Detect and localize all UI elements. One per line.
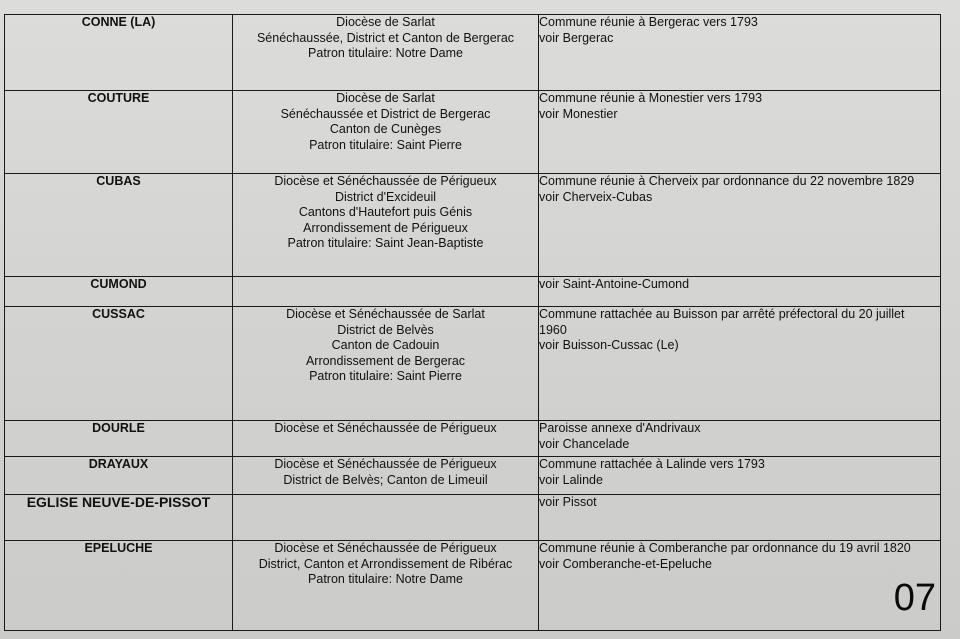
- table-row: [5, 495, 941, 541]
- page-number: 07: [893, 577, 936, 619]
- table-row: [5, 174, 941, 277]
- diocese-info: Diocèse et Sénéchaussée de Sarlat District de Belvès Canton de Cadouin Arrondissement de Bergerac Patron titulaire: Saint Pierre: [233, 307, 539, 421]
- table-row: [5, 457, 941, 495]
- table-row: [5, 307, 941, 421]
- commune-name: CUBAS: [5, 174, 233, 277]
- commune-note: voir Saint-Antoine-Cumond: [539, 277, 941, 307]
- commune-note: Commune réunie à Cherveix par ordonnance du 22 novembre 1829 voir Cherveix-Cubas: [539, 174, 941, 277]
- commune-note: Commune rattachée au Buisson par arrêté préfectoral du 20 juillet 1960 voir Buisson-Cussac (Le): [539, 307, 941, 421]
- table-row: [5, 421, 941, 457]
- commune-note: Commune rattachée à Lalinde vers 1793 voir Lalinde: [539, 457, 941, 495]
- commune-name: COUTURE: [5, 91, 233, 174]
- commune-name: DOURLE: [5, 421, 233, 457]
- commune-note: voir Pissot: [539, 495, 941, 541]
- commune-name: CUMOND: [5, 277, 233, 307]
- commune-note: Commune réunie à Comberanche par ordonnance du 19 avril 1820 voir Comberanche-et-Epeluche: [539, 541, 941, 631]
- commune-name: CONNE (LA): [5, 15, 233, 91]
- diocese-info: [233, 495, 539, 541]
- table-row: [5, 541, 941, 631]
- commune-name: DRAYAUX: [5, 457, 233, 495]
- diocese-info: Diocèse de Sarlat Sénéchaussée, District et Canton de Bergerac Patron titulaire: Notre Dame: [233, 15, 539, 91]
- diocese-info: Diocèse de Sarlat Sénéchaussée et District de Bergerac Canton de Cunèges Patron titulaire: Saint Pierre: [233, 91, 539, 174]
- commune-note: Commune réunie à Bergerac vers 1793 voir Bergerac: [539, 15, 941, 91]
- parish-registry-table: [4, 14, 941, 631]
- diocese-info: Diocèse et Sénéchaussée de Périgueux: [233, 421, 539, 457]
- table-row: [5, 277, 941, 307]
- commune-name: EGLISE NEUVE-DE-PISSOT: [5, 495, 233, 541]
- commune-name: CUSSAC: [5, 307, 233, 421]
- diocese-info: [233, 277, 539, 307]
- commune-note: Paroisse annexe d'Andrivaux voir Chancelade: [539, 421, 941, 457]
- table-row: [5, 91, 941, 174]
- commune-note: Commune réunie à Monestier vers 1793 voir Monestier: [539, 91, 941, 174]
- diocese-info: Diocèse et Sénéchaussée de Périgueux District, Canton et Arrondissement de Ribérac Patron titulaire: Notre Dame: [233, 541, 539, 631]
- diocese-info: Diocèse et Sénéchaussée de Périgueux District d'Excideuil Cantons d'Hautefort puis Génis Arrondissement de Périgueux Patron titulaire: Saint Jean-Baptiste: [233, 174, 539, 277]
- commune-name: EPELUCHE: [5, 541, 233, 631]
- diocese-info: Diocèse et Sénéchaussée de Périgueux District de Belvès; Canton de Limeuil: [233, 457, 539, 495]
- table-row: [5, 15, 941, 91]
